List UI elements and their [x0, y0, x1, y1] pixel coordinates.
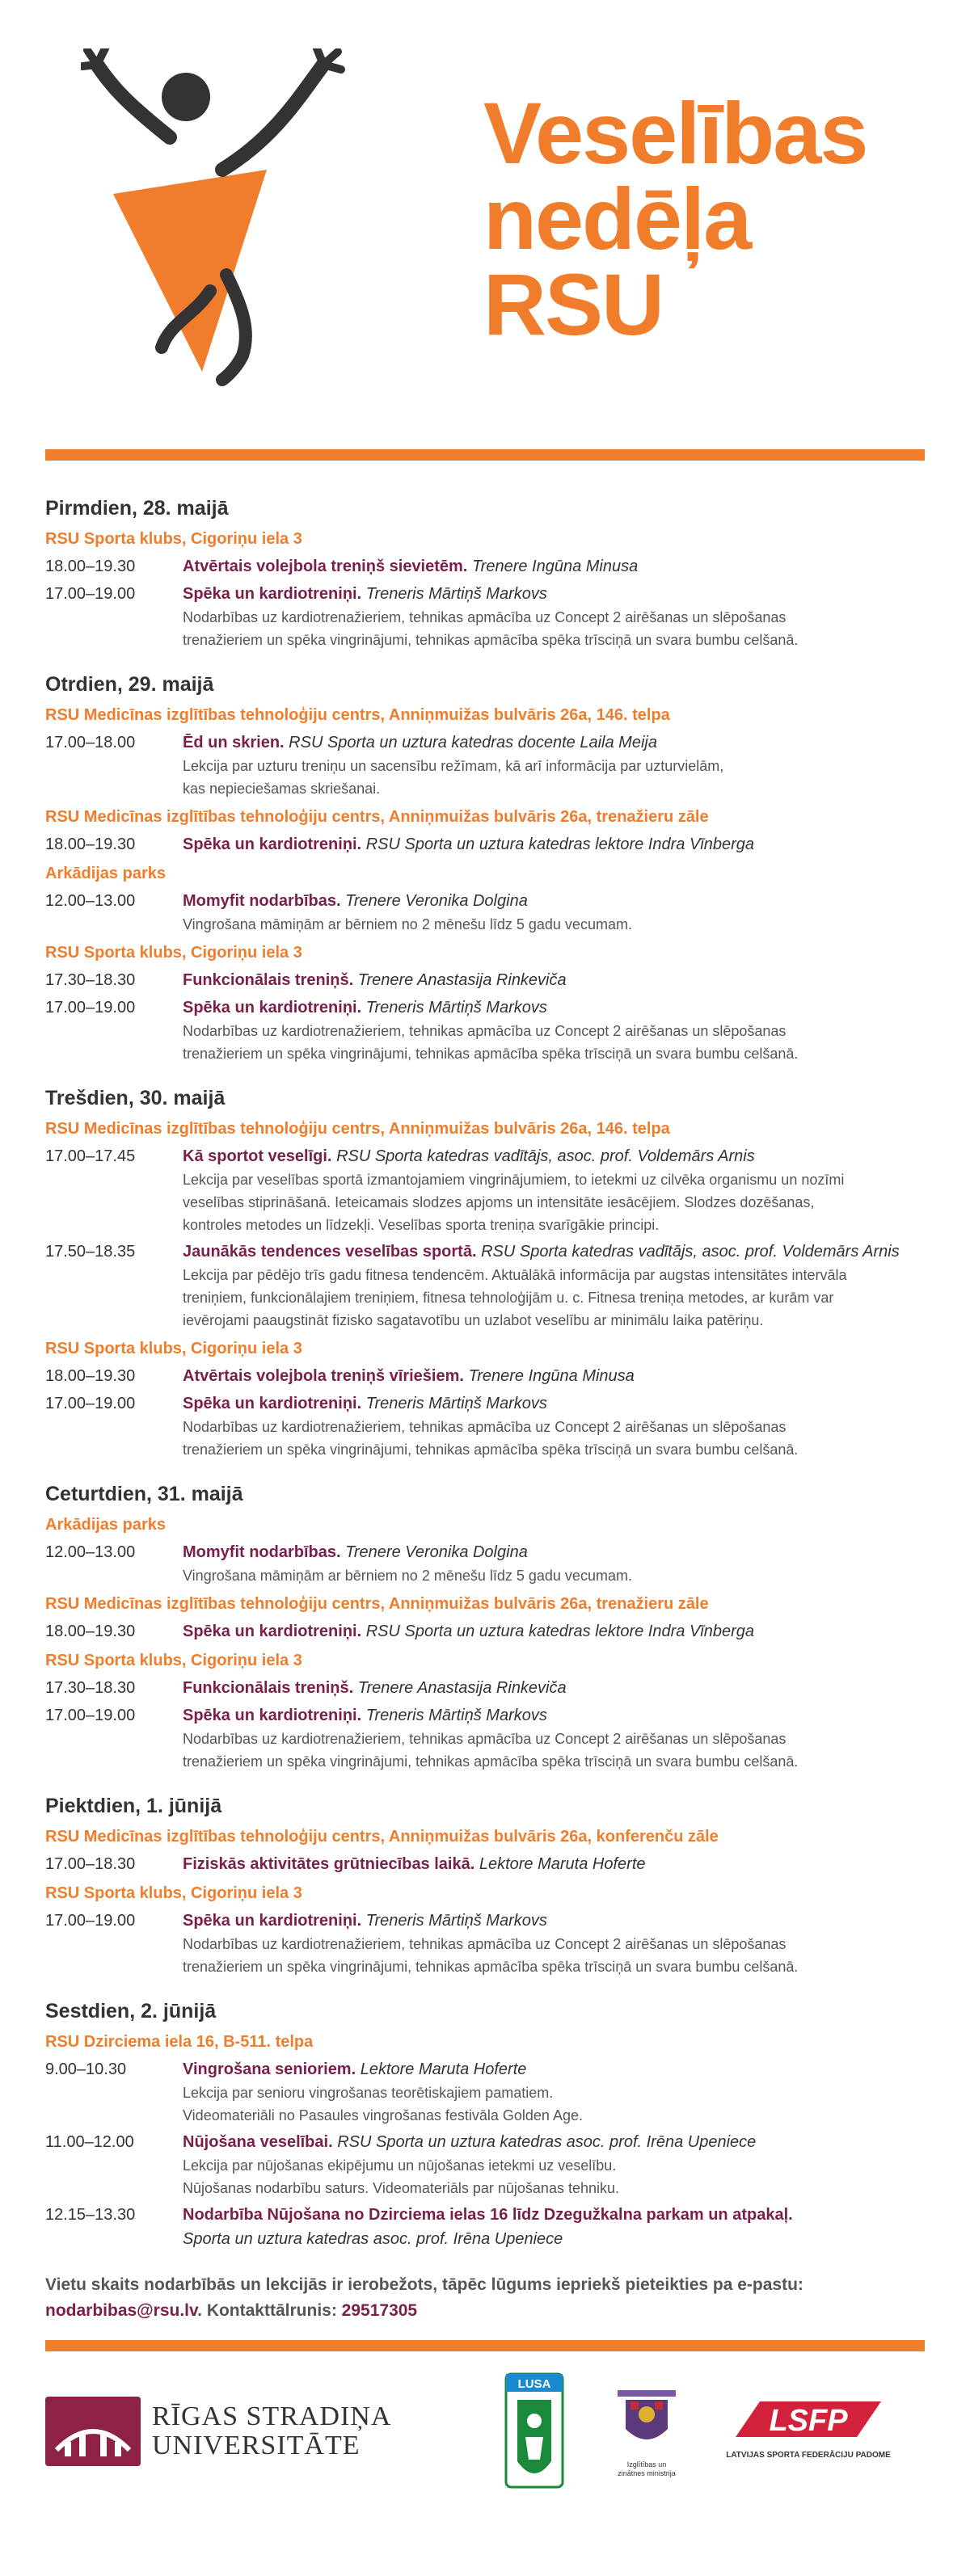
event-lecturer: RSU Sporta un uztura katedras lektore Indra Vīnberga — [365, 1623, 754, 1640]
event-body — [183, 1540, 925, 1587]
location-heading: RSU Sporta klubs, Cigoriņu iela 3 — [45, 1884, 302, 1902]
event-title: Atvērtais volejbola treniņš vīriešiem. — [183, 1367, 464, 1385]
event-row — [45, 832, 925, 857]
event-row — [45, 889, 925, 936]
event-row — [45, 1240, 925, 1332]
day-section — [45, 1480, 925, 1773]
event-body — [183, 1852, 925, 1876]
location-heading: RSU Sporta klubs, Cigoriņu iela 3 — [45, 1652, 302, 1669]
event-description: ievērojami paaugstināt fizisko sagatavotību un uzlabot veselību ar minimālu laika patēriņu. — [183, 1312, 764, 1328]
location-heading: RSU Dzirciema iela 16, B-511. telpa — [45, 2033, 314, 2051]
event-lecturer: Lektore Maruta Hoferte — [360, 2060, 527, 2078]
event-line — [183, 1619, 925, 1644]
event-title: Fiziskās aktivitātes grūtniecības laikā. — [183, 1855, 475, 1873]
event-body — [183, 730, 925, 800]
event-title: Nodarbība Nūjošana no Dzirciema ielas 16 līdz Dzegužkalna parkam un atpakaļ. — [183, 2206, 793, 2224]
event-lecturer: RSU Sporta un uztura katedras asoc. prof. Irēna Upeniece — [337, 2133, 757, 2151]
event-title: Spēka un kardiotreniņi. — [183, 1623, 362, 1640]
event-description: Lekcija par pēdējo trīs gadu fitnesa tendencēm. Aktuālākā informācija par augstas intensitātes intervāla — [183, 1267, 847, 1283]
day-title: Otrdien, 29. maijā — [45, 673, 214, 696]
event-title: Momyfit nodarbības. — [183, 1543, 341, 1561]
event-body — [183, 832, 925, 857]
event-time: 17.00–19.00 — [45, 1912, 136, 1930]
event-body — [183, 1676, 925, 1700]
location-heading: RSU Medicīnas izglītības tehnoloģiju centrs, Anniņmuižas bulvāris 26a, trenažieru zāle — [45, 1595, 709, 1613]
contact-email[interactable]: nodarbibas@rsu.lv — [45, 2301, 198, 2320]
event-lecturer: RSU Sporta un uztura katedras lektore Indra Vīnberga — [365, 836, 754, 853]
figure-head — [162, 73, 210, 121]
event-title: Funkcionālais treniņš. — [183, 971, 354, 989]
event-body — [183, 968, 925, 992]
figure-arm-right — [222, 65, 323, 170]
lsfp-caption: LATVIJAS SPORTA FEDERĀCIJU PADOME — [726, 2451, 891, 2460]
event-title: Funkcionālais treniņš. — [183, 1679, 354, 1697]
event-line — [183, 1703, 925, 1728]
event-time: 17.50–18.35 — [45, 1243, 136, 1261]
poster-title-line: Veselības — [483, 84, 867, 182]
event-lecturer: Treneris Mārtiņš Markovs — [365, 585, 547, 603]
event-description: kontroles metodes un līdzekļi. Veselības sporta treniņa svarīgākie principi. — [183, 1217, 660, 1233]
registration-line: Vietu skaits nodarbībās un lekcijās ir ierobežots, tāpēc lūgums iepriekš pieteikties pa e-pastu: — [45, 2275, 803, 2294]
event-description: trenažieriem un spēka vingrinājumi, tehnikas apmācība spēka trīsciņā un svara bumbu celšanā. — [183, 1442, 799, 1458]
event-row — [45, 730, 925, 800]
event-line — [183, 1540, 925, 1564]
event-body — [183, 1703, 925, 1773]
event-body — [183, 582, 925, 651]
event-time: 18.00–19.30 — [45, 558, 136, 575]
event-time: 12.00–13.00 — [45, 1543, 136, 1561]
event-lecturer: RSU Sporta un uztura katedras docente Laila Meija — [289, 734, 657, 751]
event-description: Nodarbības uz kardiotrenažieriem, tehnikas apmācība uz Concept 2 airēšanas un slēpošanas — [183, 609, 787, 625]
event-description: Vingrošana māmiņām ar bērniem no 2 mēnešu līdz 5 gadu vecumam. — [183, 1568, 632, 1584]
event-time: 18.00–19.30 — [45, 836, 136, 853]
event-title: Vingrošana senioriem. — [183, 2060, 356, 2078]
day-title: Piektdien, 1. jūnijā — [45, 1795, 222, 1817]
schedule — [45, 495, 925, 2324]
event-time: 17.00–17.45 — [45, 1147, 136, 1165]
day-section — [45, 1084, 925, 1461]
event-line — [183, 2057, 925, 2081]
rsu-emblem-icon — [45, 2397, 141, 2466]
poster-title-line: RSU — [483, 255, 664, 353]
day-title: Trešdien, 30. maijā — [45, 1087, 226, 1109]
event-row — [45, 995, 925, 1065]
event-line — [183, 1909, 925, 1933]
event-description: trenažieriem un spēka vingrinājumi, tehnikas apmācība spēka trīsciņā un svara bumbu celšanā. — [183, 1046, 799, 1062]
event-row — [45, 1540, 925, 1587]
location-heading: RSU Sporta klubs, Cigoriņu iela 3 — [45, 530, 302, 548]
event-row — [45, 2203, 925, 2251]
location-heading: RSU Medicīnas izglītības tehnoloģiju centrs, Anniņmuižas bulvāris 26a, 146. telpa — [45, 1120, 670, 1138]
event-lecturer: Trenere Veronika Dolgina — [345, 892, 528, 910]
event-line — [183, 1364, 925, 1388]
event-title: Spēka un kardiotreniņi. — [183, 585, 362, 603]
event-lecturer: RSU Sporta katedras vadītājs, asoc. prof. Voldemārs Arnis — [481, 1243, 900, 1261]
event-title: Momyfit nodarbības. — [183, 892, 341, 910]
contact-line: nodarbibas@rsu.lv. Kontakttālrunis: 29517305 — [45, 2301, 418, 2320]
event-title: Spēka un kardiotreniņi. — [183, 999, 362, 1017]
event-time: 17.00–19.00 — [45, 1707, 136, 1724]
event-title: Spēka un kardiotreniņi. — [183, 836, 362, 853]
rsu-logo — [45, 2397, 391, 2466]
figure-hand-left — [82, 48, 105, 66]
day-section — [45, 495, 925, 651]
day-title: Ceturtdien, 31. maijā — [45, 1483, 243, 1505]
event-time: 12.00–13.00 — [45, 892, 136, 910]
event-line — [183, 1391, 925, 1416]
event-body — [183, 554, 925, 579]
event-line — [183, 730, 925, 755]
event-line — [183, 832, 925, 857]
event-row — [45, 1619, 925, 1644]
event-line — [183, 968, 925, 992]
event-description: kas nepieciešamas skriešanai. — [183, 781, 381, 797]
contact-phone: 29517305 — [341, 2301, 418, 2320]
event-lecturer: Sporta un uztura katedras asoc. prof. Irēna Upeniece — [183, 2230, 563, 2248]
event-lecturer: Trenere Ingūna Minusa — [468, 1367, 635, 1385]
figure-arm-left — [97, 65, 170, 137]
event-body — [183, 889, 925, 936]
location-heading: RSU Medicīnas izglītības tehnoloģiju centrs, Anniņmuižas bulvāris 26a, konferenču zāle — [45, 1828, 719, 1846]
location-heading: RSU Sporta klubs, Cigoriņu iela 3 — [45, 1340, 302, 1357]
event-row — [45, 582, 925, 651]
event-description: veselības stiprināšanā. Ieteicamais slodzes apjoms un intensitāte iesācējiem. Slodzes dozēšanas, — [183, 1194, 815, 1210]
event-time: 18.00–19.30 — [45, 1367, 136, 1385]
event-title: Ēd un skrien. — [183, 734, 285, 751]
event-body — [183, 2203, 925, 2251]
event-row — [45, 1144, 925, 1236]
event-description: Nodarbības uz kardiotrenažieriem, tehnikas apmācība uz Concept 2 airēšanas un slēpošanas — [183, 1731, 787, 1747]
poster-header — [0, 0, 970, 436]
event-row — [45, 1703, 925, 1773]
event-title: Spēka un kardiotreniņi. — [183, 1912, 362, 1930]
event-body — [183, 995, 925, 1065]
location-heading: RSU Sporta klubs, Cigoriņu iela 3 — [45, 944, 302, 962]
jumping-person-logo-icon — [81, 48, 388, 388]
event-lecturer: Trenere Anastasija Rinkeviča — [357, 971, 567, 989]
figure-hand-right — [317, 48, 341, 69]
event-body — [183, 1364, 925, 1388]
event-body — [183, 1240, 925, 1332]
poster-title — [483, 84, 867, 353]
event-title: Kā sportot veselīgi. — [183, 1147, 332, 1165]
event-time: 17.30–18.30 — [45, 1679, 136, 1697]
event-time: 17.00–19.00 — [45, 999, 136, 1017]
contact-phone-label: Kontakttālrunis: — [206, 2301, 337, 2320]
event-line — [183, 2227, 925, 2251]
event-description: Nodarbības uz kardiotrenažieriem, tehnikas apmācība uz Concept 2 airēšanas un slēpošanas — [183, 1023, 787, 1039]
event-row — [45, 968, 925, 992]
event-lecturer: Treneris Mārtiņš Markovs — [365, 1707, 547, 1724]
registration-note — [45, 2272, 925, 2324]
event-description: Nodarbības uz kardiotrenažieriem, tehnikas apmācība uz Concept 2 airēšanas un slēpošanas — [183, 1419, 787, 1435]
event-lecturer: Trenere Veronika Dolgina — [345, 1543, 528, 1561]
event-row — [45, 1364, 925, 1388]
event-line — [183, 1676, 925, 1700]
event-body — [183, 1909, 925, 1978]
event-description: Lekcija par uzturu treniņu un sacensību režīmam, kā arī informācija par uzturvielām, — [183, 758, 724, 774]
lsfp-logo-text: LSFP — [769, 2404, 848, 2438]
event-title: Jaunākās tendences veselības sportā. — [183, 1243, 477, 1261]
event-lecturer: Treneris Mārtiņš Markovs — [365, 999, 547, 1017]
day-section — [45, 1792, 925, 1978]
event-line — [183, 1852, 925, 1876]
event-description: Lekcija par senioru vingrošanas teorētiskajiem pamatiem. — [183, 2085, 554, 2101]
event-time: 9.00–10.30 — [45, 2060, 127, 2078]
day-title: Pirmdien, 28. maijā — [45, 497, 229, 520]
event-line — [183, 1240, 925, 1264]
event-line — [183, 2130, 925, 2154]
ministry-logo — [614, 2384, 679, 2497]
day-section — [45, 671, 925, 1065]
event-time: 17.00–19.00 — [45, 1395, 136, 1412]
event-description: Nodarbības uz kardiotrenažieriem, tehnikas apmācība uz Concept 2 airēšanas un slēpošanas — [183, 1936, 787, 1952]
location-heading: Arkādijas parks — [45, 865, 166, 882]
event-line — [183, 1144, 925, 1168]
event-description: trenažieriem un spēka vingrinājumi, tehnikas apmācība spēka trīsciņā un svara bumbu celšanā. — [183, 632, 799, 648]
top-divider — [45, 449, 925, 461]
event-lecturer: Treneris Mārtiņš Markovs — [365, 1912, 547, 1930]
location-heading: Arkādijas parks — [45, 1516, 166, 1534]
event-time: 17.00–19.00 — [45, 585, 136, 603]
event-row — [45, 1676, 925, 1700]
event-row — [45, 1909, 925, 1978]
event-row — [45, 1391, 925, 1461]
event-line — [183, 2203, 925, 2227]
rsu-name-line: UNIVERSITĀTE — [152, 2431, 361, 2460]
event-line — [183, 995, 925, 1020]
rsu-name-line: RĪGAS STRADIŅA — [152, 2401, 392, 2431]
lusa-logo-text: LUSA — [517, 2377, 551, 2391]
event-lecturer: RSU Sporta katedras vadītājs, asoc. prof. Voldemārs Arnis — [336, 1147, 755, 1165]
event-time: 12.15–13.30 — [45, 2206, 136, 2224]
bottom-divider — [45, 2340, 925, 2351]
event-title: Nūjošana veselībai. — [183, 2133, 333, 2151]
event-time: 11.00–12.00 — [45, 2133, 134, 2151]
event-line — [183, 889, 925, 913]
event-line — [183, 554, 925, 579]
event-row — [45, 554, 925, 579]
event-time: 17.30–18.30 — [45, 971, 136, 989]
event-description: treniņiem, funkcionālajiem treniņiem, fitnesa tehnoloģijām u. c. Fitnesa treniņa metodes, ar kurām var — [183, 1290, 834, 1306]
ministry-caption: Izglītības un zinātnes ministrija — [618, 2460, 676, 2477]
day-title: Sestdien, 2. jūnijā — [45, 2000, 217, 2022]
event-description: Vingrošana māmiņām ar bērniem no 2 mēnešu līdz 5 gadu vecumam. — [183, 916, 632, 932]
event-body — [183, 2057, 925, 2127]
event-title: Spēka un kardiotreniņi. — [183, 1395, 362, 1412]
location-heading: RSU Medicīnas izglītības tehnoloģiju centrs, Anniņmuižas bulvāris 26a, trenažieru zāle — [45, 808, 709, 826]
event-description: Nūjošanas nodarbību saturs. Videomateriāls par nūjošanas tehniku. — [183, 2180, 619, 2196]
event-description: trenažieriem un spēka vingrinājumi, tehnikas apmācība spēka trīsciņā un svara bumbu celšanā. — [183, 1959, 799, 1975]
lsfp-logo — [711, 2397, 905, 2477]
event-line — [183, 582, 925, 606]
event-lecturer: Trenere Anastasija Rinkeviča — [357, 1679, 567, 1697]
event-body — [183, 1144, 925, 1236]
event-title: Atvērtais volejbola treniņš sievietēm. — [183, 558, 468, 575]
lusa-logo — [504, 2372, 564, 2494]
day-section — [45, 1997, 925, 2251]
event-description: Lekcija par nūjošanas ekipējumu un nūjošanas ietekmi uz veselību. — [183, 2157, 617, 2174]
event-lecturer: Lektore Maruta Hoferte — [479, 1855, 646, 1873]
event-row — [45, 1852, 925, 1876]
event-lecturer: Trenere Ingūna Minusa — [471, 558, 639, 575]
event-description: Lekcija par veselības sportā izmantojamiem vingrinājumiem, to ietekmi uz cilvēka organismu un nozīmi — [183, 1172, 845, 1188]
event-description: Videomateriāli no Pasaules vingrošanas festivāla Golden Age. — [183, 2107, 583, 2124]
event-body — [183, 1619, 925, 1644]
event-body — [183, 2130, 925, 2199]
event-time: 18.00–19.30 — [45, 1623, 136, 1640]
event-lecturer: Treneris Mārtiņš Markovs — [365, 1395, 547, 1412]
rsu-name — [152, 2402, 391, 2460]
event-time: 17.00–18.00 — [45, 734, 136, 751]
location-heading: RSU Medicīnas izglītības tehnoloģiju centrs, Anniņmuižas bulvāris 26a, 146. telpa — [45, 706, 670, 724]
poster-title-line: nedēļa — [483, 170, 751, 267]
event-description: trenažieriem un spēka vingrinājumi, tehnikas apmācība spēka trīsciņā un svara bumbu celšanā. — [183, 1753, 799, 1770]
event-body — [183, 1391, 925, 1461]
event-row — [45, 2057, 925, 2127]
event-time: 17.00–18.30 — [45, 1855, 136, 1873]
event-title: Spēka un kardiotreniņi. — [183, 1707, 362, 1724]
event-row — [45, 2130, 925, 2199]
